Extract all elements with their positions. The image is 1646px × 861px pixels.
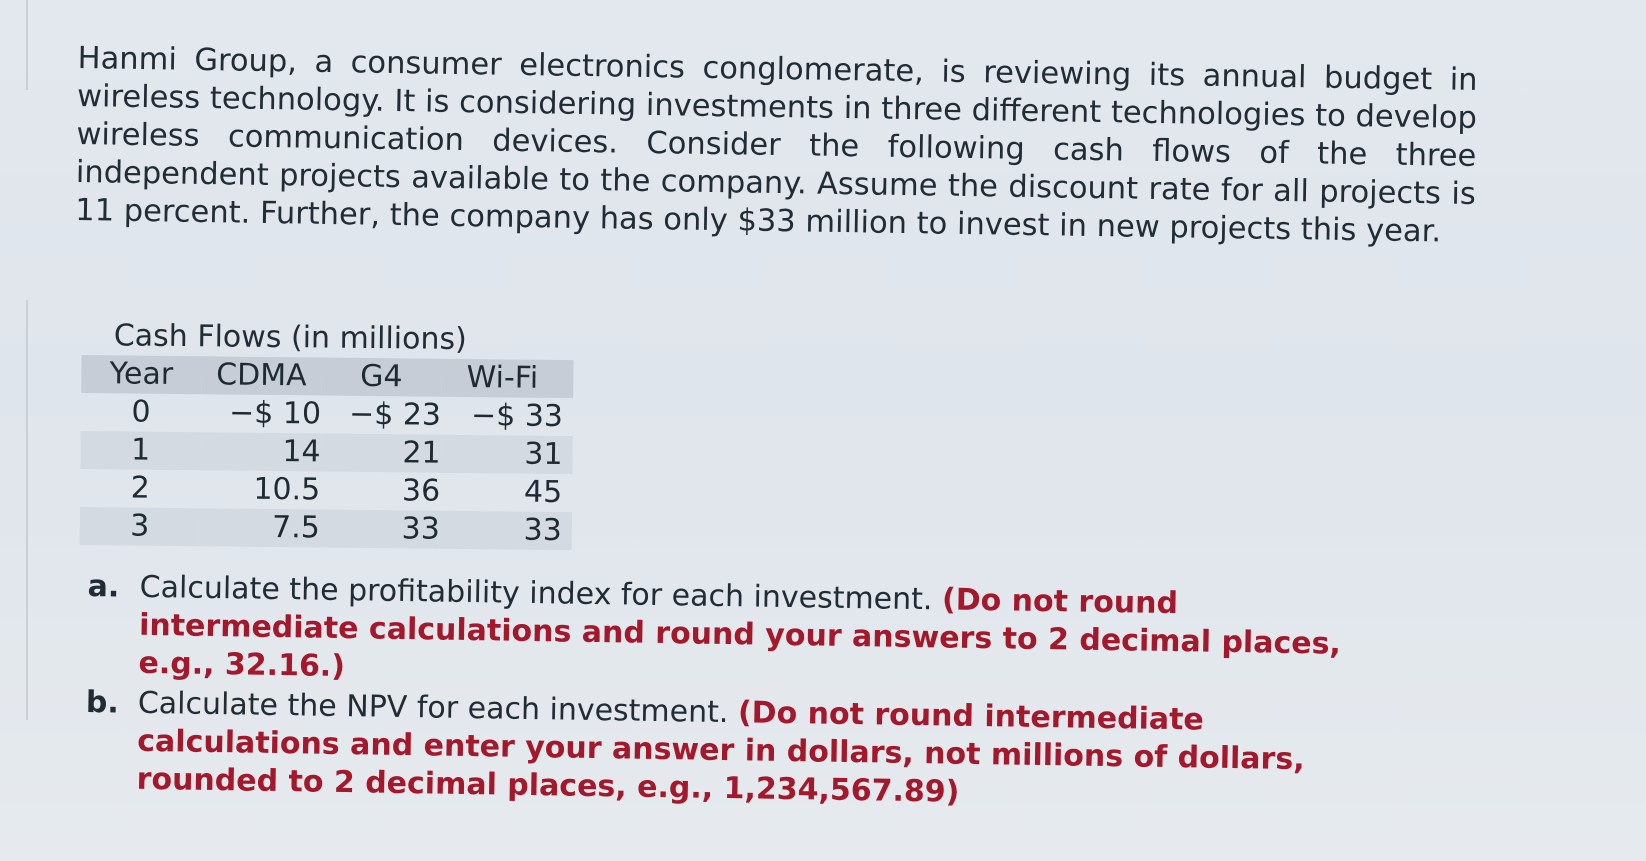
cell-g4: 21 xyxy=(402,435,441,471)
cell-year: 3 xyxy=(130,508,150,544)
header-year: Year xyxy=(109,356,174,392)
cash-flow-table-block xyxy=(80,318,574,550)
cell-g4: 36 xyxy=(401,473,441,509)
cell-wifi: 33 xyxy=(523,512,562,549)
cell-cdma: 10.5 xyxy=(253,471,321,508)
question-instruction: (Do not round intermediate calculations and enter your answer in dollars, not millions of dollars, rounded to 2 decimal places, e.g., 1,234,567.89) xyxy=(136,695,1305,810)
question-letter: a. xyxy=(87,568,120,605)
left-panel-edge xyxy=(0,300,28,720)
question-body xyxy=(138,569,1408,703)
left-panel-edge xyxy=(0,0,28,90)
question-letter: b. xyxy=(85,684,120,721)
cell-g4: 33 xyxy=(401,511,440,547)
header-cdma: CDMA xyxy=(215,357,307,394)
question-instruction: (Do not round intermediate calculations and round your answers to 2 decimal places, e.g., 32.16.) xyxy=(138,582,1342,685)
table-header-row xyxy=(81,355,573,398)
cell-cdma: −$ 10 xyxy=(228,395,322,432)
question-a xyxy=(86,568,1408,703)
cell-year: 1 xyxy=(130,432,151,468)
table-row xyxy=(80,431,572,474)
question-body xyxy=(136,685,1406,819)
question-b xyxy=(84,684,1406,819)
question-text: Calculate the profitability index for each investment. xyxy=(139,569,933,618)
problem-statement: Hanmi Group, a consumer electronics conglomerate, is reviewing its annual budget in wireless technology. It is considering investments in three different technologies to develop wireless communication devices. Consider the following cash flows of the three independent projects available to the company. Assume the discount rate for all projects is 11 percent. Further, the company has only $33 million to invest in new projects this year. xyxy=(75,40,1478,250)
question-list xyxy=(84,568,1407,821)
cell-cdma: 14 xyxy=(282,434,321,470)
table-row xyxy=(80,469,572,512)
cell-year: 0 xyxy=(131,394,151,430)
cell-wifi: 45 xyxy=(523,474,563,511)
table-row xyxy=(81,393,573,436)
header-g4: G4 xyxy=(360,358,403,395)
cell-g4: −$ 23 xyxy=(348,396,442,433)
cell-wifi: 31 xyxy=(524,436,563,473)
cash-flow-table-title: Cash Flows (in millions) xyxy=(113,318,467,358)
header-wifi: Wi-Fi xyxy=(466,360,539,396)
cash-flow-table xyxy=(80,355,574,550)
cell-wifi: −$ 33 xyxy=(470,398,564,435)
cell-cdma: 7.5 xyxy=(271,510,320,546)
cell-year: 2 xyxy=(130,470,150,506)
question-text: Calculate the NPV for each investment. xyxy=(137,685,729,731)
table-row xyxy=(80,507,572,550)
